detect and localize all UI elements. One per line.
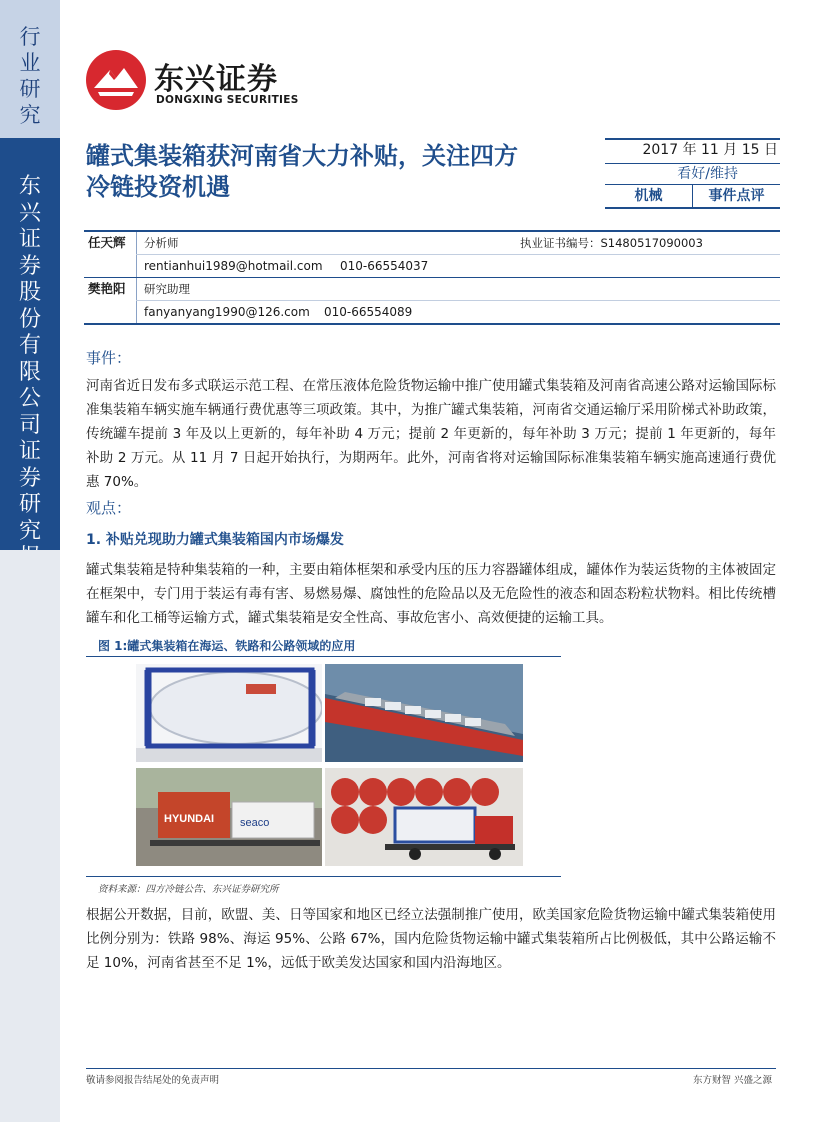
analyst-row (84, 232, 780, 254)
sidebar-top-band (0, 0, 60, 138)
analyst-role: 分析师 (144, 236, 179, 250)
photo-ship (325, 664, 523, 762)
logo-name-cn: 东兴证券 (154, 62, 278, 97)
analyst-phone: 010-66554037 (340, 259, 429, 273)
hyundai-label: HYUNDAI (164, 813, 215, 825)
sidebar-top-label: 行业研究 (19, 25, 41, 127)
footer-disclaimer: 敬请参阅报告结尾处的免责声明 (86, 1075, 220, 1086)
rating-value: 看好/维持 (677, 166, 738, 182)
assistant-name: 樊艳阳 (88, 281, 126, 296)
footer-slogan: 东方财智 兴盛之源 (692, 1075, 772, 1086)
photo-train (136, 768, 322, 866)
report-date: 2017 年 11 月 15 日 (605, 138, 780, 162)
analyst-name: 任天辉 (88, 235, 126, 250)
analyst-email[interactable]: rentianhui1989@hotmail.com (144, 259, 323, 273)
assistant-email[interactable]: fanyanyang1990@126.com (144, 305, 310, 319)
industry-label: 机械 (634, 188, 663, 204)
views-label: 观点： (86, 499, 132, 517)
assistant-phone: 010-66554089 (324, 305, 413, 319)
photo-tank-container (136, 664, 322, 762)
views-paragraph-1: 罐式集装箱是特种集装箱的一种，主要由箱体框架和承受内压的压力容器罐体组成，罐体作为装运货物的主体被固定在框架中，专门用于装运有毒有害、易燃易爆、腐蚀性的危险品以及无危险性的液态和固态粉粒状物料。相比传统槽罐车和化工桶等运输方式，罐式集装箱是安全性高、事故危害小、高效便捷的运输工具。 (86, 562, 776, 626)
sidebar-company-label: 东兴证券股份有限公司证券研究 (18, 174, 41, 544)
seaco-label: seaco (240, 817, 270, 829)
report-title: 罐式集装箱获河南省大力补贴，关注四方冷链投资机遇 (86, 142, 518, 201)
logo-name-en: DONGXING SECURITIES (156, 94, 299, 106)
logo-emblem-icon (84, 48, 148, 112)
analyst-contact-row (84, 255, 780, 277)
event-paragraph: 河南省近日发布多式联运示范工程、在常压液体危险货物运输中推广使用罐式集装箱及河南省高速公路对运输国际标准集装箱车辆实施车辆通行费优惠等三项政策。其中，为推广罐式集装箱，河南省交通运输厅采用阶梯式补助政策，传统罐车提前 3 年及以上更新的，每年补助 4 万元；提前 2 年更新的，每年补助 3 万元；提前 1 年更新的，每年补助 2 万元。从 11 月 7 日起开始执行，为期两年。此外，河南省将对运输国际标准集装箱车辆实施高速通行费优惠 70%。 (86, 378, 776, 490)
report-type-label: 事件点评 (692, 185, 780, 207)
assistant-contact-row (84, 301, 780, 323)
event-label: 事件： (86, 349, 132, 367)
views-paragraph-2: 根据公开数据，目前，欧盟、美、日等国家和地区已经立法强制推广使用，欧美国家危险货物运输中罐式集装箱使用比例分别为：铁路 98%、海运 95%、公路 67%，国内危险货物运输中罐式集装箱所占比例极低，其中公路运输不足 10%，河南省甚至不足 1%，远低于欧美发达国家和国内沿海地区。 (86, 907, 776, 971)
company-logo (84, 46, 324, 116)
sidebar-bottom-band (0, 550, 60, 1122)
photo-truck (325, 768, 523, 866)
rating-row (605, 163, 780, 185)
views-subhead: 1. 补贴兑现助力罐式集装箱国内市场爆发 (86, 532, 344, 548)
sidebar-company-band (0, 138, 60, 550)
analyst-table (84, 230, 780, 325)
figure-title: 图 1:罐式集装箱在海运、铁路和公路领域的应用 (98, 639, 356, 653)
figure-source: 资料来源：四方冷链公告、东兴证券研究所 (98, 884, 279, 895)
report-info-box (605, 138, 780, 209)
analyst-cert: 执业证书编号：S1480517090003 (520, 236, 703, 250)
assistant-row (84, 278, 780, 300)
category-row (605, 185, 780, 209)
assistant-role: 研究助理 (144, 282, 190, 296)
